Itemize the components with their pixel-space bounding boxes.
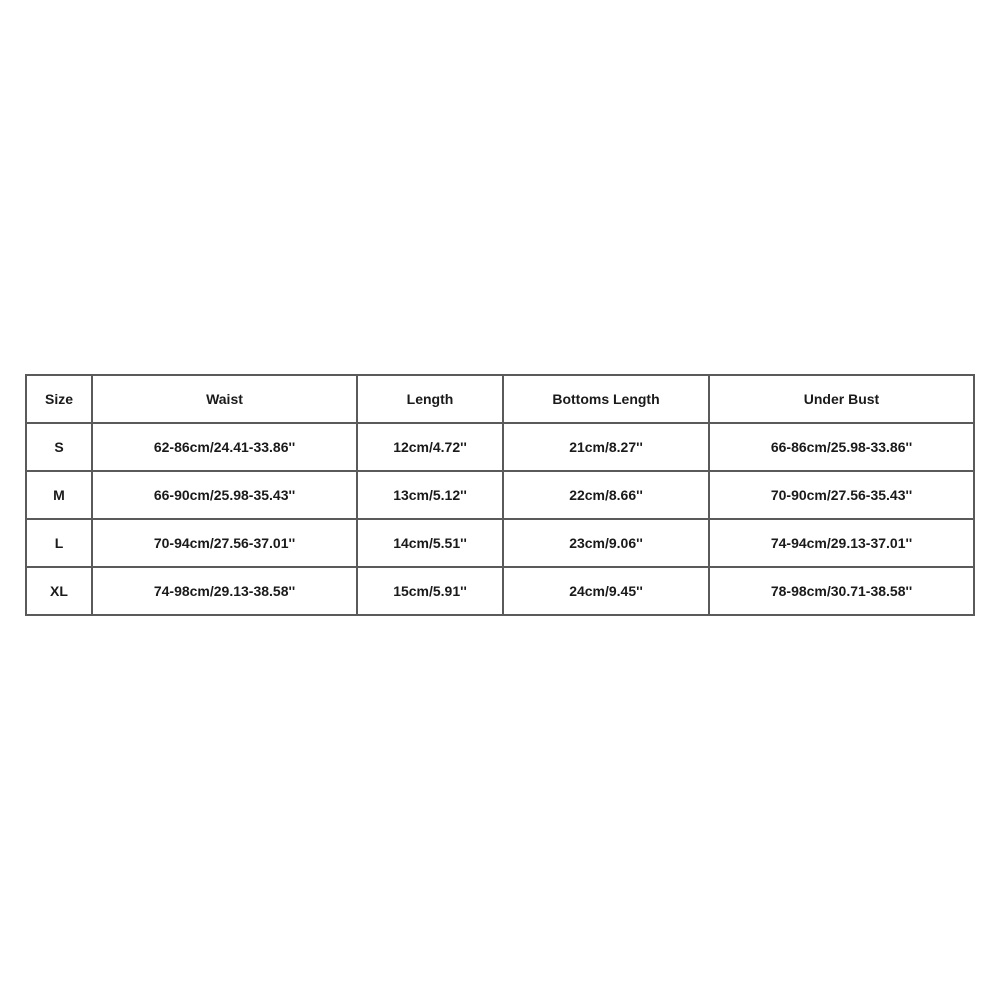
cell-under-bust: 66-86cm/25.98-33.86'' [709, 423, 974, 471]
cell-under-bust: 70-90cm/27.56-35.43'' [709, 471, 974, 519]
table-row [26, 519, 974, 567]
table-row [26, 471, 974, 519]
table-row [26, 567, 974, 615]
cell-size: L [26, 519, 92, 567]
cell-waist: 66-90cm/25.98-35.43'' [92, 471, 357, 519]
header-size: Size [26, 375, 92, 423]
cell-under-bust: 74-94cm/29.13-37.01'' [709, 519, 974, 567]
header-under-bust: Under Bust [709, 375, 974, 423]
cell-length: 12cm/4.72'' [357, 423, 503, 471]
cell-size: M [26, 471, 92, 519]
table-header-row [26, 375, 974, 423]
header-bottoms-length: Bottoms Length [503, 375, 709, 423]
cell-size: XL [26, 567, 92, 615]
size-chart-table [25, 374, 975, 616]
table-row [26, 423, 974, 471]
cell-waist: 74-98cm/29.13-38.58'' [92, 567, 357, 615]
cell-waist: 62-86cm/24.41-33.86'' [92, 423, 357, 471]
header-waist: Waist [92, 375, 357, 423]
header-length: Length [357, 375, 503, 423]
cell-under-bust: 78-98cm/30.71-38.58'' [709, 567, 974, 615]
cell-length: 13cm/5.12'' [357, 471, 503, 519]
cell-length: 14cm/5.51'' [357, 519, 503, 567]
cell-bottoms-length: 23cm/9.06'' [503, 519, 709, 567]
cell-bottoms-length: 24cm/9.45'' [503, 567, 709, 615]
cell-length: 15cm/5.91'' [357, 567, 503, 615]
cell-waist: 70-94cm/27.56-37.01'' [92, 519, 357, 567]
cell-size: S [26, 423, 92, 471]
cell-bottoms-length: 21cm/8.27'' [503, 423, 709, 471]
cell-bottoms-length: 22cm/8.66'' [503, 471, 709, 519]
